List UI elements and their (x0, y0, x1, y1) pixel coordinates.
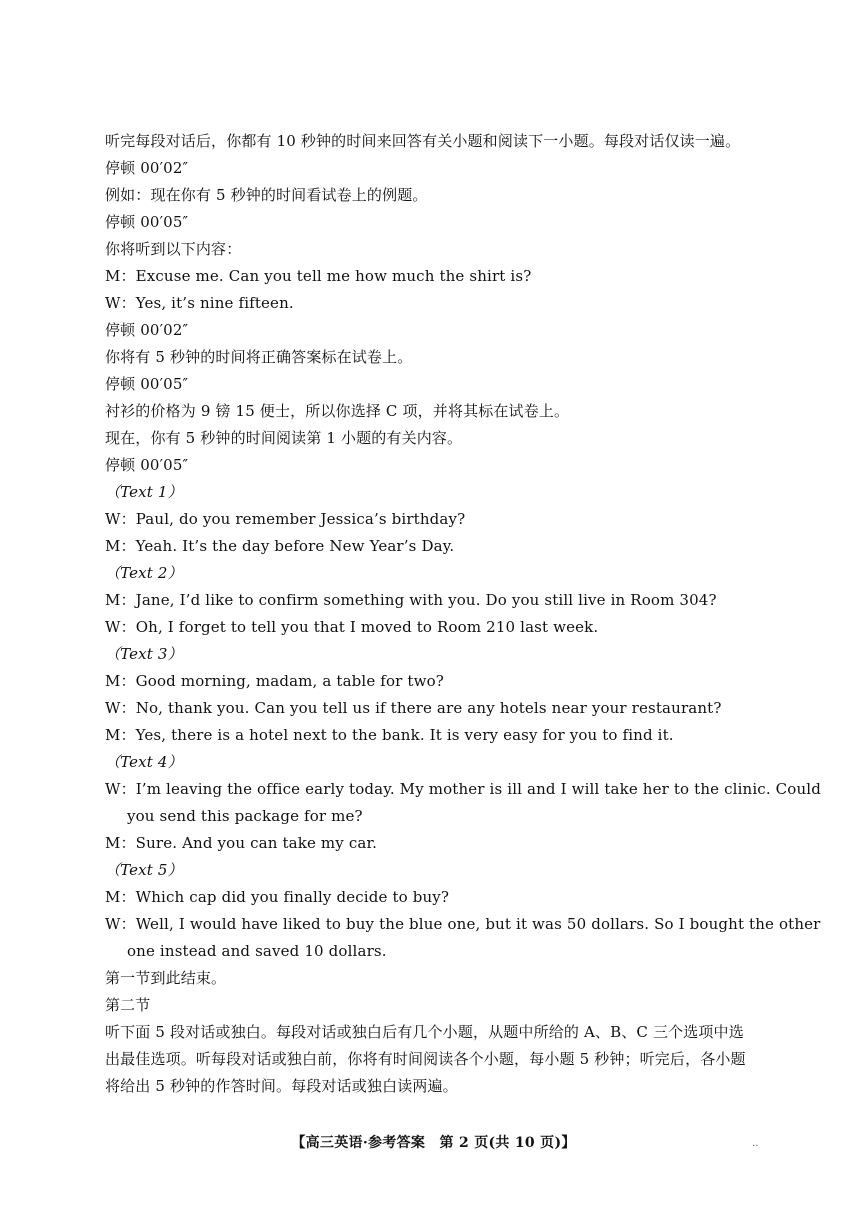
dialogue-continuation: one instead and saved 10 dollars. (127, 942, 387, 960)
instruction-line: 你将听到以下内容： (105, 240, 242, 258)
dialogue-line: M：Sure. And you can take my car. (105, 834, 378, 852)
page-footer: 【高三英语·参考答案 第 2 页(共 10 页)】 (291, 1135, 576, 1151)
example-line: 例如：现在你有 5 秒钟的时间看试卷上的例题。 (105, 186, 428, 204)
dialogue-line: M：Which cap did you finally decide to buy? (105, 888, 450, 906)
text-label: （Text 5） (105, 861, 183, 879)
dialogue-line: W：Yes, it’s nine fifteen. (105, 294, 294, 312)
dialogue-line: M：Jane, I’d like to confirm something with you. Do you still live in Room 304? (105, 591, 717, 609)
section-end-line: 第一节到此结束。 (105, 969, 227, 987)
dialogue-line: W：Paul, do you remember Jessica’s birthday? (105, 510, 466, 528)
dialogue-line: W：No, thank you. Can you tell us if there are any hotels near your restaurant? (105, 699, 722, 717)
instruction-line: 听下面 5 段对话或独白。每段对话或独白后有几个小题，从题中所给的 A、B、C 三个选项中选 (105, 1023, 744, 1041)
dialogue-line: M：Excuse me. Can you tell me how much the shirt is? (105, 267, 532, 285)
text-label: （Text 2） (105, 564, 183, 582)
dialogue-line: M：Yeah. It’s the day before New Year’s Day. (105, 537, 455, 555)
instruction-line: 衬衫的价格为 9 镑 15 便士，所以你选择 C 项，并将其标在试卷上。 (105, 402, 570, 420)
pause-line: 停顿 00′05″ (105, 375, 189, 393)
text-label: （Text 4） (105, 753, 183, 771)
instruction-line: 现在，你有 5 秒钟的时间阅读第 1 小题的有关内容。 (105, 429, 463, 447)
dialogue-line: M：Yes, there is a hotel next to the bank. It is very easy for you to find it. (105, 726, 674, 744)
section-heading: 第二节 (105, 996, 151, 1014)
dialogue-line: W：Well, I would have liked to buy the blue one, but it was 50 dollars. So I bought the other (105, 915, 821, 933)
dialogue-line: W：Oh, I forget to tell you that I moved to Room 210 last week. (105, 618, 599, 636)
instruction-line: 将给出 5 秒钟的作答时间。每段对话或独白读两遍。 (105, 1077, 458, 1095)
pause-line: 停顿 00′05″ (105, 456, 189, 474)
text-label: （Text 1） (105, 483, 183, 501)
text-label: （Text 3） (105, 645, 183, 663)
pause-line: 停顿 00′05″ (105, 213, 189, 231)
dialogue-line: W：I’m leaving the office early today. My mother is ill and I will take her to the clinic. Could (105, 780, 821, 798)
pause-line: 停顿 00′02″ (105, 321, 189, 339)
instruction-line: 听完每段对话后，你都有 10 秒钟的时间来回答有关小题和阅读下一小题。每段对话仅读一遍。 (105, 132, 741, 150)
instruction-line: 出最佳选项。听每段对话或独白前，你将有时间阅读各个小题，每小题 5 秒钟；听完后，各小题 (105, 1050, 746, 1068)
transcript-body (105, 128, 821, 1100)
dialogue-line: M：Good morning, madam, a table for two? (105, 672, 444, 690)
instruction-line: 你将有 5 秒钟的时间将正确答案标在试卷上。 (105, 348, 413, 366)
dialogue-continuation: you send this package for me? (127, 807, 363, 825)
pause-line: 停顿 00′02″ (105, 159, 189, 177)
corner-mark: ‥ (752, 1138, 759, 1149)
